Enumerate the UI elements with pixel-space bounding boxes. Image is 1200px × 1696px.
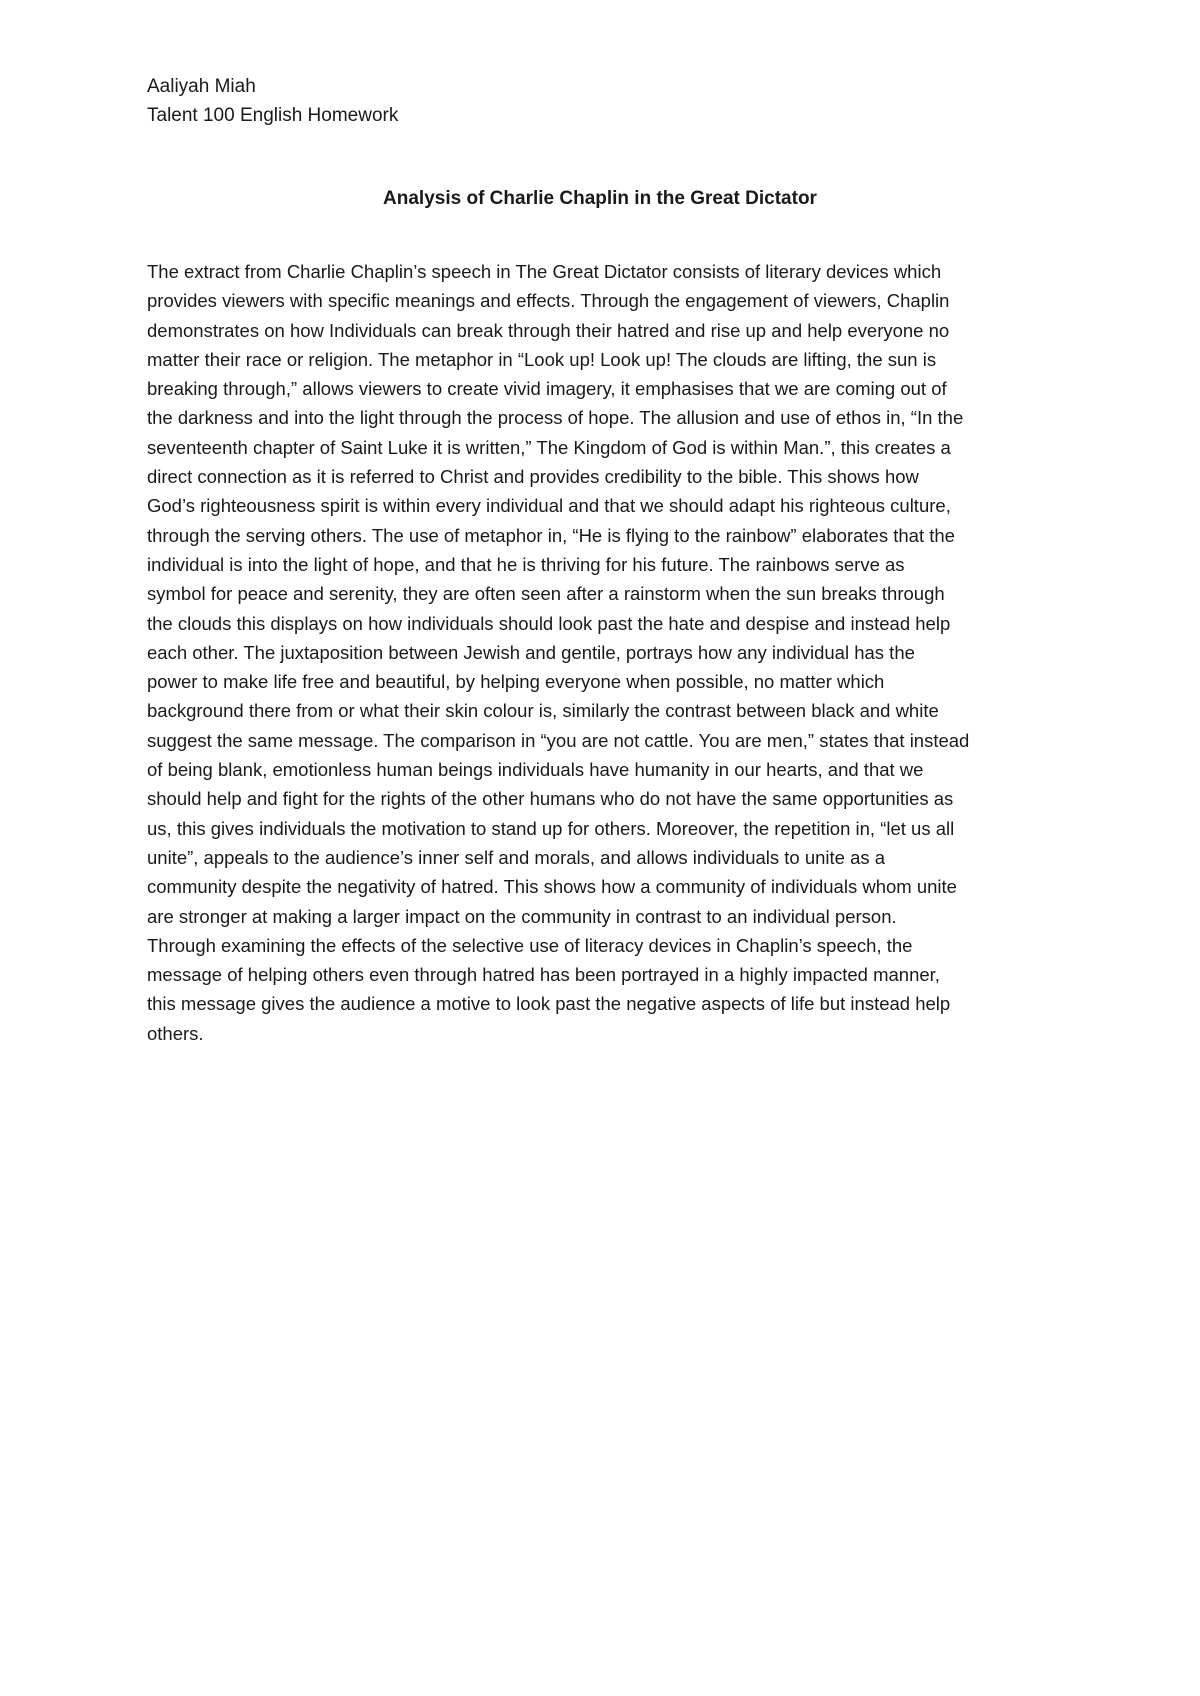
body-line: suggest the same message. The comparison in “you are not cattle. You are men,” states that instead [147,729,970,751]
body-line: us, this gives individuals the motivation to stand up for others. Moreover, the repetition in, “let us all [147,817,955,839]
body-line: should help and fight for the rights of the other humans who do not have the same opportunities as [147,788,954,810]
body-line: through the serving others. The use of metaphor in, “He is flying to the rainbow” elaborates that the [147,524,955,546]
body-line: unite”, appeals to the audience’s inner self and morals, and allows individuals to unite as a [147,846,886,868]
document-header [147,72,398,130]
body-line: community despite the negativity of hatred. This shows how a community of individuals whom unite [147,876,957,898]
body-line: of being blank, emotionless human beings individuals have humanity in our hearts, and that we [147,759,924,781]
body-line: matter their race or religion. The metaphor in “Look up! Look up! The clouds are lifting, the sun is [147,348,937,370]
essay-body [147,257,1062,1048]
body-line: symbol for peace and serenity, they are often seen after a rainstorm when the sun breaks through [147,583,945,605]
body-line: seventeenth chapter of Saint Luke it is written,” The Kingdom of God is within Man.”, this creates a [147,436,951,458]
author-name: Aaliyah Miah [147,76,256,97]
body-line: Through examining the effects of the selective use of literacy devices in Chaplin’s speech, the [147,934,913,956]
body-line: breaking through,” allows viewers to create vivid imagery, it emphasises that we are coming out of [147,378,947,400]
body-line: individual is into the light of hope, and that he is thriving for his future. The rainbows serve as [147,553,905,575]
body-line: the clouds this displays on how individuals should look past the hate and despise and instead help [147,612,951,634]
body-line: demonstrates on how Individuals can break through their hatred and rise up and help everyone no [147,319,950,341]
body-line: this message gives the audience a motive to look past the negative aspects of life but instead help [147,993,951,1015]
body-line: background there from or what their skin colour is, similarly the contrast between black and white [147,700,939,722]
body-line: the darkness and into the light through the process of hope. The allusion and use of ethos in, “In the [147,407,964,429]
body-line: direct connection as it is referred to Christ and provides credibility to the bible. This shows how [147,466,919,488]
body-line: others. [147,1022,204,1044]
body-line: The extract from Charlie Chaplin’s speech in The Great Dictator consists of literary devices which [147,261,942,282]
course-name: Talent 100 English Homework [147,105,399,126]
body-line: message of helping others even through hatred has been portrayed in a highly impacted manner, [147,964,940,986]
body-line: power to make life free and beautiful, by helping everyone when possible, no matter which [147,671,885,693]
document-title: Analysis of Charlie Chaplin in the Great Dictator [383,188,817,209]
body-line: God’s righteousness spirit is within every individual and that we should adapt his righteous culture, [147,495,951,517]
body-line: are stronger at making a larger impact on the community in contrast to an individual person. [147,905,897,927]
body-line: each other. The juxtaposition between Jewish and gentile, portrays how any individual has the [147,641,915,663]
body-line: provides viewers with specific meanings and effects. Through the engagement of viewers, Chaplin [147,290,950,312]
